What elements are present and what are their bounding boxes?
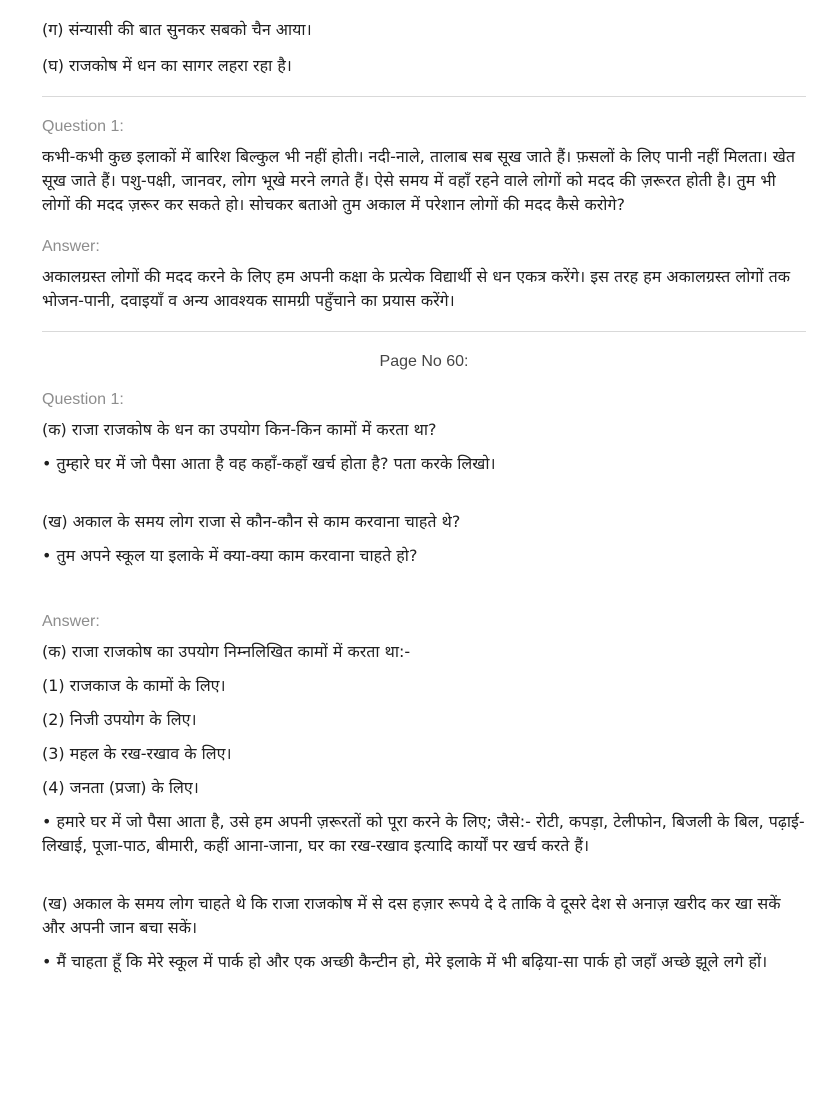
question-kha: (ख) अकाल के समय लोग राजा से कौन-कौन से काम करवाना चाहते थे?: [42, 512, 461, 531]
answer-ka: (क) राजा राजकोष का उपयोग निम्नलिखित कामों में करता था:-: [42, 642, 411, 661]
question-text-1: कभी-कभी कुछ इलाकों में बारिश बिल्कुल भी नहीं होती। नदी-नाले, तालाब सब सूख जाते हैं। फ़सलों के लिए पानी नहीं मिलता। खेत सूख जाते हैं। पशु-पक्षी, जानवर, लोग भूखे मरने लगते हैं। ऐसे समय में वहाँ रहने वाले लोगों को मदद की ज़रूरत होती है। तुम भी लोगों की मदद ज़रूर कर सकते हो। सोचकर बताओ तुम अकाल में परेशान लोगों की मदद कैसे करोगे?: [42, 147, 795, 214]
answer-item: (3) महल के रख-रखाव के लिए।: [42, 744, 232, 763]
answer-item: (2) निजी उपयोग के लिए।: [42, 710, 197, 729]
answer-item: (4) जनता (प्रजा) के लिए।: [42, 778, 199, 797]
top-line-ga: (ग) संन्यासी की बात सुनकर सबको चैन आया।: [42, 20, 312, 39]
question-ka-bullet: • तुम्हारे घर में जो पैसा आता है वह कहाँ-कहाँ खर्च होता है? पता करके लिखो।: [42, 454, 496, 473]
answer-label-1: Answer:: [42, 238, 100, 255]
answer-kha-bullet: • मैं चाहता हूँ कि मेरे स्कूल में पार्क हो और एक अच्छी कैन्टीन हो, मेरे इलाके में भी बढ़िया-सा पार्क हो जहाँ अच्छे झूले लगे हों।: [42, 952, 768, 971]
question-label-1: Question 1:: [42, 118, 124, 135]
answer-kha: (ख) अकाल के समय लोग चाहते थे कि राजा राजकोष में से दस हज़ार रूपये दे दे ताकि वे दूसरे देश से अनाज़ खरीद कर खा सकें और अपनी जान बचा सकें।: [42, 894, 781, 937]
answer-ka-bullet: • हमारे घर में जो पैसा आता है, उसे हम अपनी ज़रूरतों को पूरा करने के लिए; जैसे:- रोटी, कपड़ा, टेलीफोन, बिजली के बिल, पढ़ाई-लिखाई, पूजा-पाठ, बीमारी, कहीं आना-जाना, घर का रख-रखाव इत्यादि कार्यों पर खर्च करते हैं।: [42, 812, 805, 855]
answer-text-1: अकालग्रस्त लोगों की मदद करने के लिए हम अपनी कक्षा के प्रत्येक विद्यार्थी से धन एकत्र करेंगे। इस तरह हम अकालग्रस्त लोगों तक भोजन-पानी, दवाइयाँ व अन्य आवश्यक सामग्री पहुँचाने का प्रयास करेंगे।: [42, 267, 791, 310]
question-ka: (क) राजा राजकोष के धन का उपयोग किन-किन कामों में करता था?: [42, 420, 437, 439]
answer-item: (1) राजकाज के कामों के लिए।: [42, 676, 226, 695]
top-line-gha: (घ) राजकोष में धन का सागर लहरा रहा है।: [42, 56, 292, 75]
answer-label-2: Answer:: [42, 613, 100, 630]
question-label-2: Question 1:: [42, 391, 124, 408]
question-kha-bullet: • तुम अपने स्कूल या इलाके में क्या-क्या काम करवाना चाहते हो?: [42, 546, 418, 565]
page-number: Page No 60:: [379, 353, 469, 370]
